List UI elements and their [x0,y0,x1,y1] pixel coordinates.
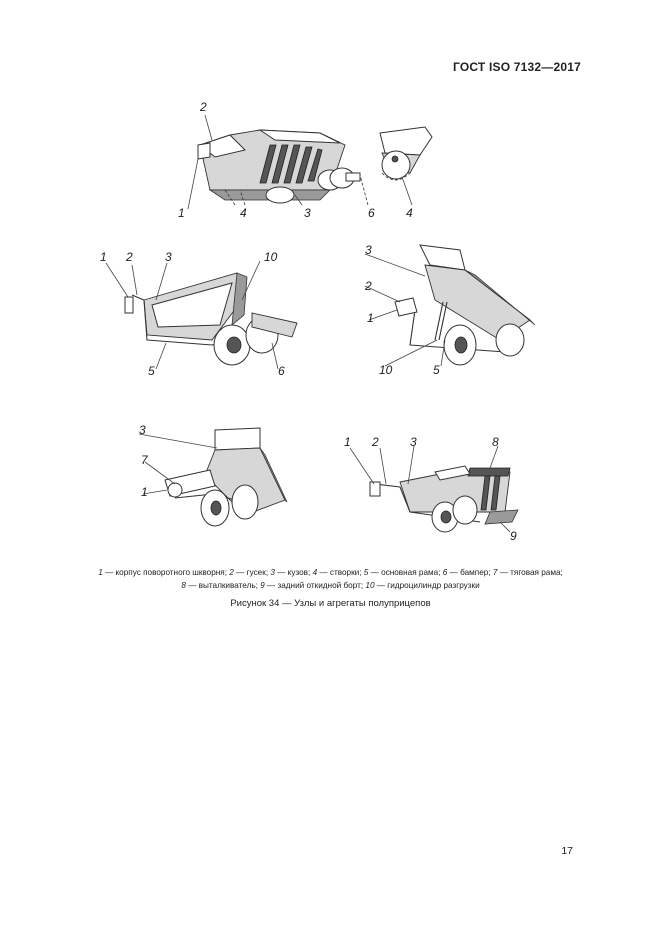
legend-text-3: — кузов; [274,568,313,577]
legend-text-7: — тяговая рама; [497,568,563,577]
label-3: 3 [139,423,146,437]
label-2: 2 [126,250,133,264]
page-number: 17 [561,845,573,857]
label-1: 1 [141,485,148,499]
label-2: 2 [365,279,372,293]
legend-text-5: — основная рама; [368,568,443,577]
label-6: 6 [278,364,285,378]
legend-num-6: 6 [442,568,448,577]
label-6: 6 [368,206,375,220]
label-5: 5 [148,364,155,378]
legend-num-1: 1 [98,568,103,577]
figure-ejector-trailer [340,432,530,547]
label-1: 1 [100,250,107,264]
legend-line-2 [181,581,479,590]
label-9: 9 [510,529,517,543]
label-3: 3 [365,243,372,257]
document-header: ГОСТ ISO 7132—2017 [452,60,581,74]
label-8: 8 [492,435,499,449]
figure-bottom-dump-trailer [170,95,460,225]
label-3: 3 [304,206,311,220]
legend-num-8: 8 [181,581,186,590]
legend-num-2: 2 [229,568,234,577]
label-1: 1 [367,311,374,325]
label-10: 10 [264,250,278,264]
label-4b: 4 [406,206,413,220]
label-2: 2 [200,100,207,114]
legend-num-3: 3 [270,568,275,577]
legend-text-10: — гидроцилиндр разгрузки [374,581,480,590]
legend-text-4: — створки; [317,568,364,577]
legend-num-9: 9 [260,581,265,590]
legend-text-2: — гусек; [233,568,271,577]
figure-legend [40,566,621,592]
figure-front-tipped-trailer [135,420,305,535]
label-5: 5 [433,363,440,377]
legend-num-10: 10 [365,581,375,590]
label-7: 7 [141,453,148,467]
label-1: 1 [344,435,351,449]
label-4: 4 [240,206,247,220]
figure-caption: Рисунок 34 — Узлы и агрегаты полуприцепов [230,598,431,609]
label-1: 1 [178,206,185,220]
label-3: 3 [410,435,417,449]
legend-text-6: — бампер; [447,568,493,577]
legend-num-5: 5 [363,568,369,577]
legend-line-1 [98,568,563,577]
legend-text-1: — корпус поворотного шкворня; [102,568,230,577]
label-10: 10 [379,363,393,377]
label-2: 2 [372,435,379,449]
legend-num-7: 7 [492,568,498,577]
legend-num-4: 4 [312,568,318,577]
legend-text-9: — задний откидной борт; [264,581,366,590]
figure-rear-dump-trailer [92,245,302,380]
legend-text-8: — выталкиватель; [185,581,261,590]
figure-tipped-trailer [355,240,555,380]
label-3: 3 [165,250,172,264]
